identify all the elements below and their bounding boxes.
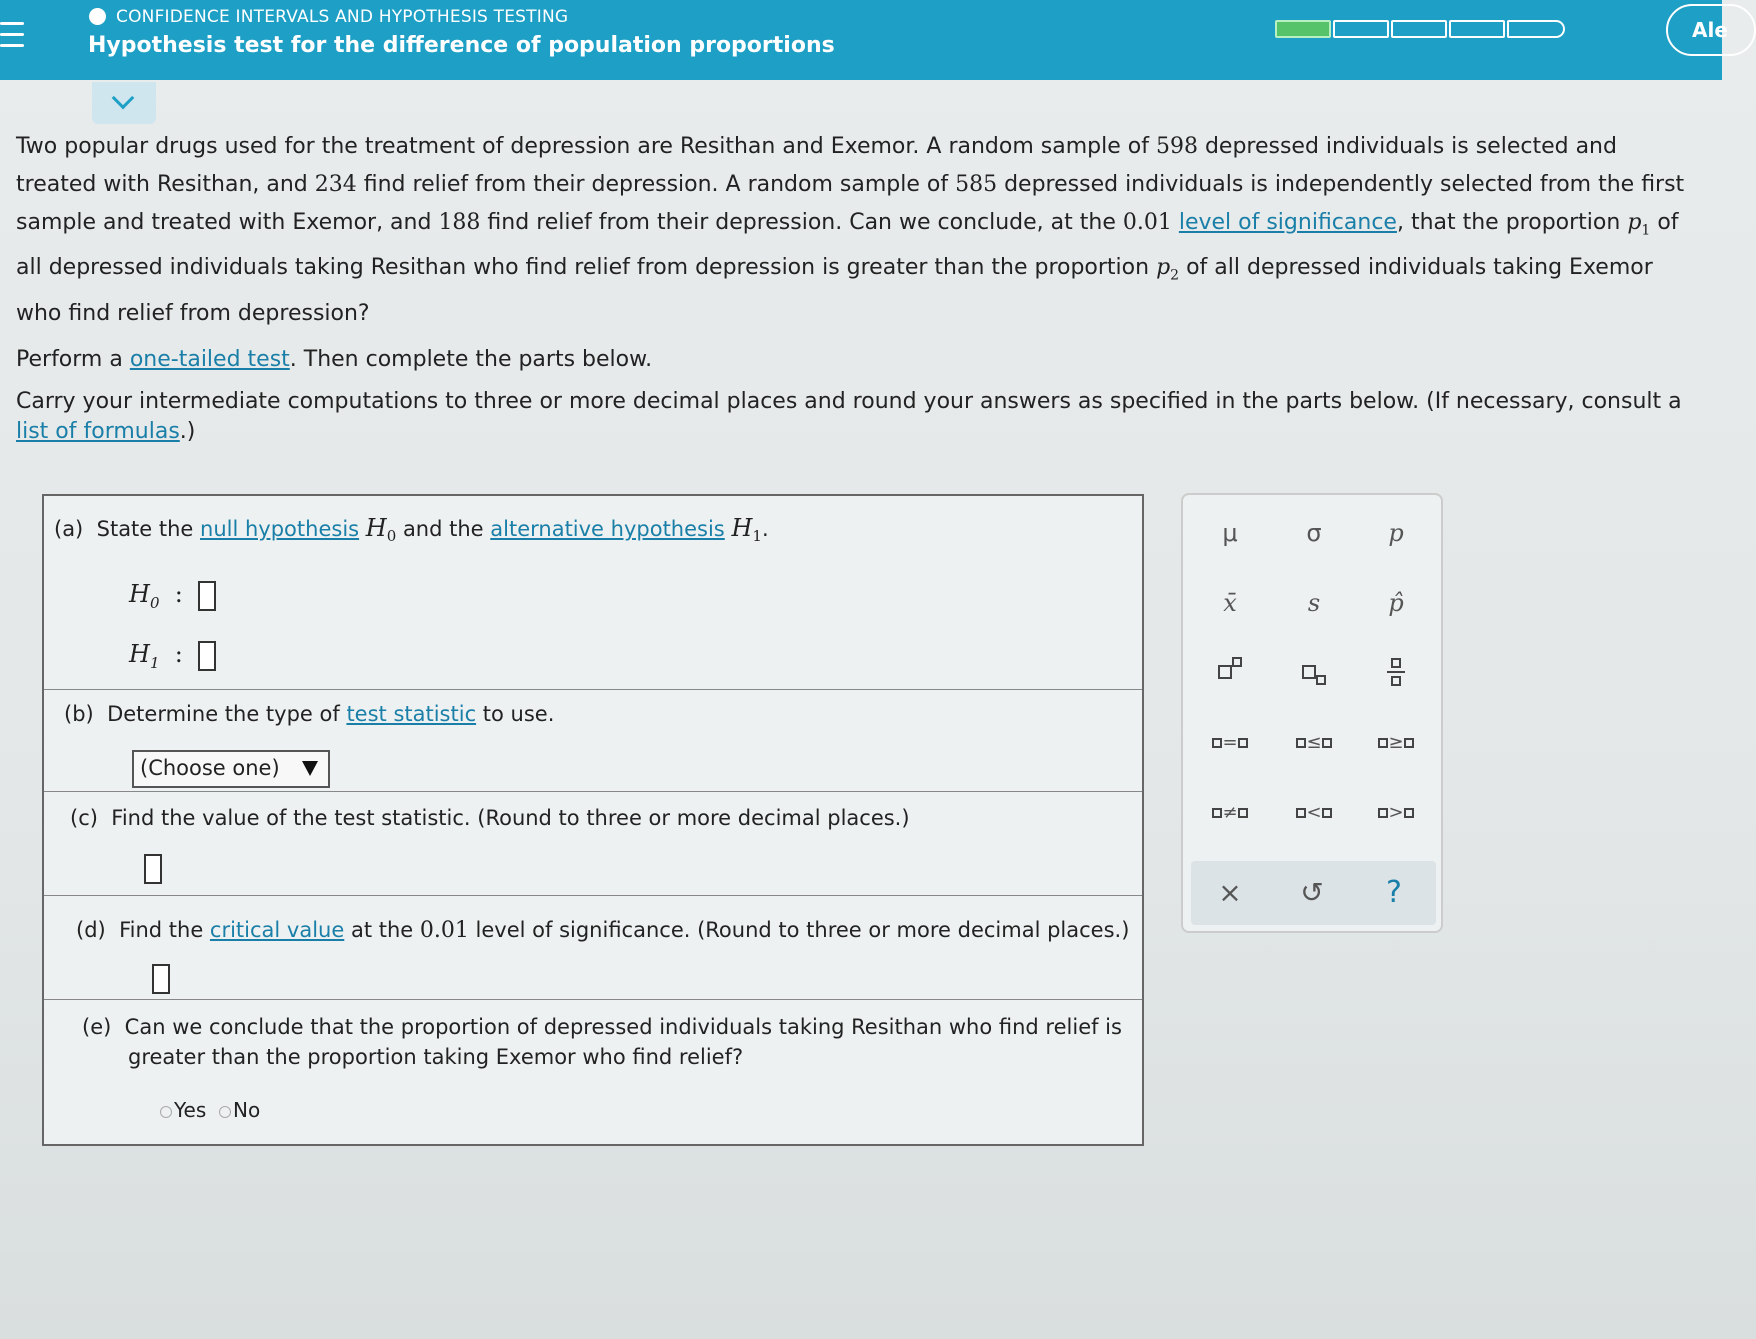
h0-label: H xyxy=(129,580,150,608)
h0-symbol: H xyxy=(365,514,387,542)
h1-row xyxy=(129,640,216,672)
keypad-action-bar xyxy=(1191,861,1436,925)
clear-icon[interactable]: × xyxy=(1218,876,1242,909)
header-bar xyxy=(0,0,1728,80)
critical-value-input[interactable] xyxy=(152,964,170,994)
placeholder-square-icon xyxy=(1238,808,1248,818)
h0-input[interactable] xyxy=(198,581,216,611)
problem-text: . Then complete the parts below. xyxy=(289,346,653,372)
h1-input[interactable] xyxy=(198,641,216,671)
part-e-question xyxy=(82,1012,1122,1072)
test-statistic-input[interactable] xyxy=(144,854,162,884)
h1-subscript: 1 xyxy=(752,527,762,546)
greater-than-key[interactable] xyxy=(1361,789,1431,837)
equals-key[interactable] xyxy=(1195,719,1265,767)
colon: : xyxy=(174,640,183,668)
less-equal-key[interactable] xyxy=(1279,719,1349,767)
subscript-key[interactable] xyxy=(1279,647,1349,695)
problem-statement xyxy=(16,128,1696,447)
h0-subscript: 0 xyxy=(386,527,397,546)
p2-symbol: p xyxy=(1156,255,1171,281)
progress-segment xyxy=(1449,20,1505,38)
significance-level: 0.01 xyxy=(1122,210,1172,235)
question-text: Find the value of the test statistic. (Round to three or more decimal places.) xyxy=(111,806,910,830)
h0-row xyxy=(129,580,216,612)
problem-text: Perform a xyxy=(16,346,130,372)
question-text: Find the xyxy=(119,918,210,942)
question-text: Can we conclude that the proportion of depressed individuals taking Resithan who find relief is xyxy=(124,1015,1122,1039)
greater-than-symbol: > xyxy=(1388,802,1404,823)
one-tailed-test-link[interactable]: one-tailed test xyxy=(129,346,290,372)
question-text: and the xyxy=(396,517,491,541)
instruction-paragraph xyxy=(16,341,1696,379)
page-title: Hypothesis test for the difference of population proportions xyxy=(88,33,835,58)
question-text: level of significance. (Round to three or more decimal places.) xyxy=(468,918,1130,942)
sample-size-2: 585 xyxy=(955,172,998,197)
dropdown-value: (Choose one) xyxy=(140,756,280,780)
placeholder-square-icon xyxy=(1404,808,1414,818)
topic-status-icon xyxy=(89,8,106,25)
problem-text: of all depressed individuals taking Resithan who find relief from depression is greater than the proportion xyxy=(16,210,1679,281)
successes-1: 234 xyxy=(314,172,357,197)
problem-text: Two popular drugs used for the treatment of depression are Resithan and Exemor. A random sample of xyxy=(16,134,1156,159)
question-text: Determine the type of xyxy=(107,702,347,726)
math-keypad xyxy=(1181,493,1443,933)
placeholder-square-icon xyxy=(1378,808,1388,818)
problem-text: find relief from their depression. Can we conclude, at the xyxy=(480,210,1123,235)
less-than-key[interactable] xyxy=(1279,789,1349,837)
part-e xyxy=(44,1000,1142,1146)
superscript-key[interactable] xyxy=(1195,647,1265,695)
mu-key[interactable]: μ xyxy=(1222,519,1238,547)
p2-subscript: 2 xyxy=(1170,267,1180,284)
no-radio[interactable] xyxy=(219,1106,231,1118)
progress-segment xyxy=(1275,20,1331,38)
alternative-hypothesis-link[interactable]: alternative hypothesis xyxy=(490,517,725,541)
greater-equal-symbol: ≥ xyxy=(1388,732,1404,753)
part-d xyxy=(44,896,1142,1000)
user-account-button[interactable]: Ale xyxy=(1666,4,1756,56)
sample-size-1: 598 xyxy=(1155,134,1198,159)
sigma-key[interactable]: σ xyxy=(1306,519,1322,547)
p-hat-key[interactable]: p̂ xyxy=(1388,589,1404,617)
part-c-question xyxy=(70,806,910,830)
subscript-square-icon xyxy=(1316,675,1326,685)
h1-label-subscript: 1 xyxy=(149,653,160,672)
part-d-question xyxy=(76,918,1129,943)
equals-symbol: = xyxy=(1222,732,1238,753)
problem-text: , that the proportion xyxy=(1396,210,1628,235)
breadcrumb: CONFIDENCE INTERVALS AND HYPOTHESIS TESTING xyxy=(116,7,569,27)
not-equal-symbol: ≠ xyxy=(1222,802,1238,823)
less-equal-symbol: ≤ xyxy=(1306,732,1322,753)
level-of-significance-link[interactable]: level of significance xyxy=(1178,210,1397,235)
answer-parts-panel xyxy=(42,494,1144,1146)
colon: : xyxy=(174,580,183,608)
less-than-symbol: < xyxy=(1306,802,1322,823)
yes-no-options xyxy=(160,1098,260,1122)
part-a xyxy=(44,496,1142,690)
fraction-icon xyxy=(1387,658,1405,686)
part-b-question xyxy=(64,702,554,726)
collapse-toggle-button[interactable] xyxy=(92,82,156,124)
problem-paragraph xyxy=(16,128,1696,333)
p1-symbol: p xyxy=(1627,210,1642,235)
undo-icon[interactable]: ↺ xyxy=(1300,876,1324,909)
test-statistic-link[interactable]: test statistic xyxy=(346,702,477,726)
p1-subscript: 1 xyxy=(1641,222,1651,239)
question-text: . xyxy=(761,517,769,541)
dropdown-arrow-icon xyxy=(302,761,318,776)
placeholder-square-icon xyxy=(1378,738,1388,748)
h0-label-subscript: 0 xyxy=(149,593,160,612)
no-label: No xyxy=(233,1098,261,1122)
question-text: to use. xyxy=(476,702,555,726)
part-label: (a) xyxy=(54,517,84,541)
question-text: greater than the proportion taking Exemor who find relief? xyxy=(128,1045,744,1069)
fraction-key[interactable] xyxy=(1361,647,1431,695)
progress-bar xyxy=(1275,20,1567,38)
problem-text: depressed individuals is independently selected from the first sample and treated with Exemor, and xyxy=(16,172,1685,235)
part-label: (c) xyxy=(70,806,98,830)
placeholder-square-icon xyxy=(1322,808,1332,818)
part-c xyxy=(44,792,1142,896)
placeholder-square-icon xyxy=(1212,738,1222,748)
problem-text: Carry your intermediate computations to three or more decimal places and round your answers as specified in the parts below. (If necessary, consult a xyxy=(16,388,1682,414)
placeholder-square-icon xyxy=(1404,738,1414,748)
placeholder-square-icon xyxy=(1218,665,1232,679)
help-icon[interactable]: ? xyxy=(1386,875,1402,910)
placeholder-square-icon xyxy=(1296,808,1306,818)
chevron-down-icon xyxy=(112,87,135,110)
h1-label: H xyxy=(129,640,150,668)
progress-segment xyxy=(1507,20,1565,38)
superscript-square-icon xyxy=(1232,657,1242,667)
yes-label: Yes xyxy=(174,1098,207,1122)
placeholder-square-icon xyxy=(1212,808,1222,818)
s-key[interactable]: s xyxy=(1307,589,1321,617)
part-a-question xyxy=(54,514,769,545)
question-text: State the xyxy=(96,517,201,541)
part-label: (d) xyxy=(76,918,106,942)
part-label: (e) xyxy=(82,1015,112,1039)
question-text: at the xyxy=(344,918,420,942)
problem-text: find relief from their depression. A random sample of xyxy=(356,172,956,197)
critical-value-link[interactable]: critical value xyxy=(209,918,345,942)
successes-2: 188 xyxy=(438,210,481,235)
h1-symbol: H xyxy=(731,514,753,542)
greater-equal-key[interactable] xyxy=(1361,719,1431,767)
problem-text: .) xyxy=(179,418,196,444)
problem-text: depressed individuals is selected and treated with Resithan, and xyxy=(16,134,1617,197)
rounding-paragraph xyxy=(16,387,1696,447)
significance-level: 0.01 xyxy=(419,918,469,943)
list-of-formulas-link[interactable]: list of formulas xyxy=(16,418,180,444)
progress-segment xyxy=(1391,20,1447,38)
placeholder-square-icon xyxy=(1302,665,1316,679)
placeholder-square-icon xyxy=(1322,738,1332,748)
hamburger-menu-icon[interactable] xyxy=(0,20,26,50)
placeholder-square-icon xyxy=(1238,738,1248,748)
p-key[interactable]: p xyxy=(1388,519,1404,547)
part-b xyxy=(44,690,1142,792)
null-hypothesis-link[interactable]: null hypothesis xyxy=(200,517,360,541)
progress-segment xyxy=(1333,20,1389,38)
problem-text: of all depressed individuals taking Exemor who find relief from depression? xyxy=(16,255,1653,326)
not-equal-key[interactable] xyxy=(1195,789,1265,837)
part-label: (b) xyxy=(64,702,94,726)
yes-radio[interactable] xyxy=(160,1106,172,1118)
test-statistic-dropdown[interactable] xyxy=(132,750,330,788)
x-bar-key[interactable]: x̄ xyxy=(1223,589,1237,617)
placeholder-square-icon xyxy=(1296,738,1306,748)
